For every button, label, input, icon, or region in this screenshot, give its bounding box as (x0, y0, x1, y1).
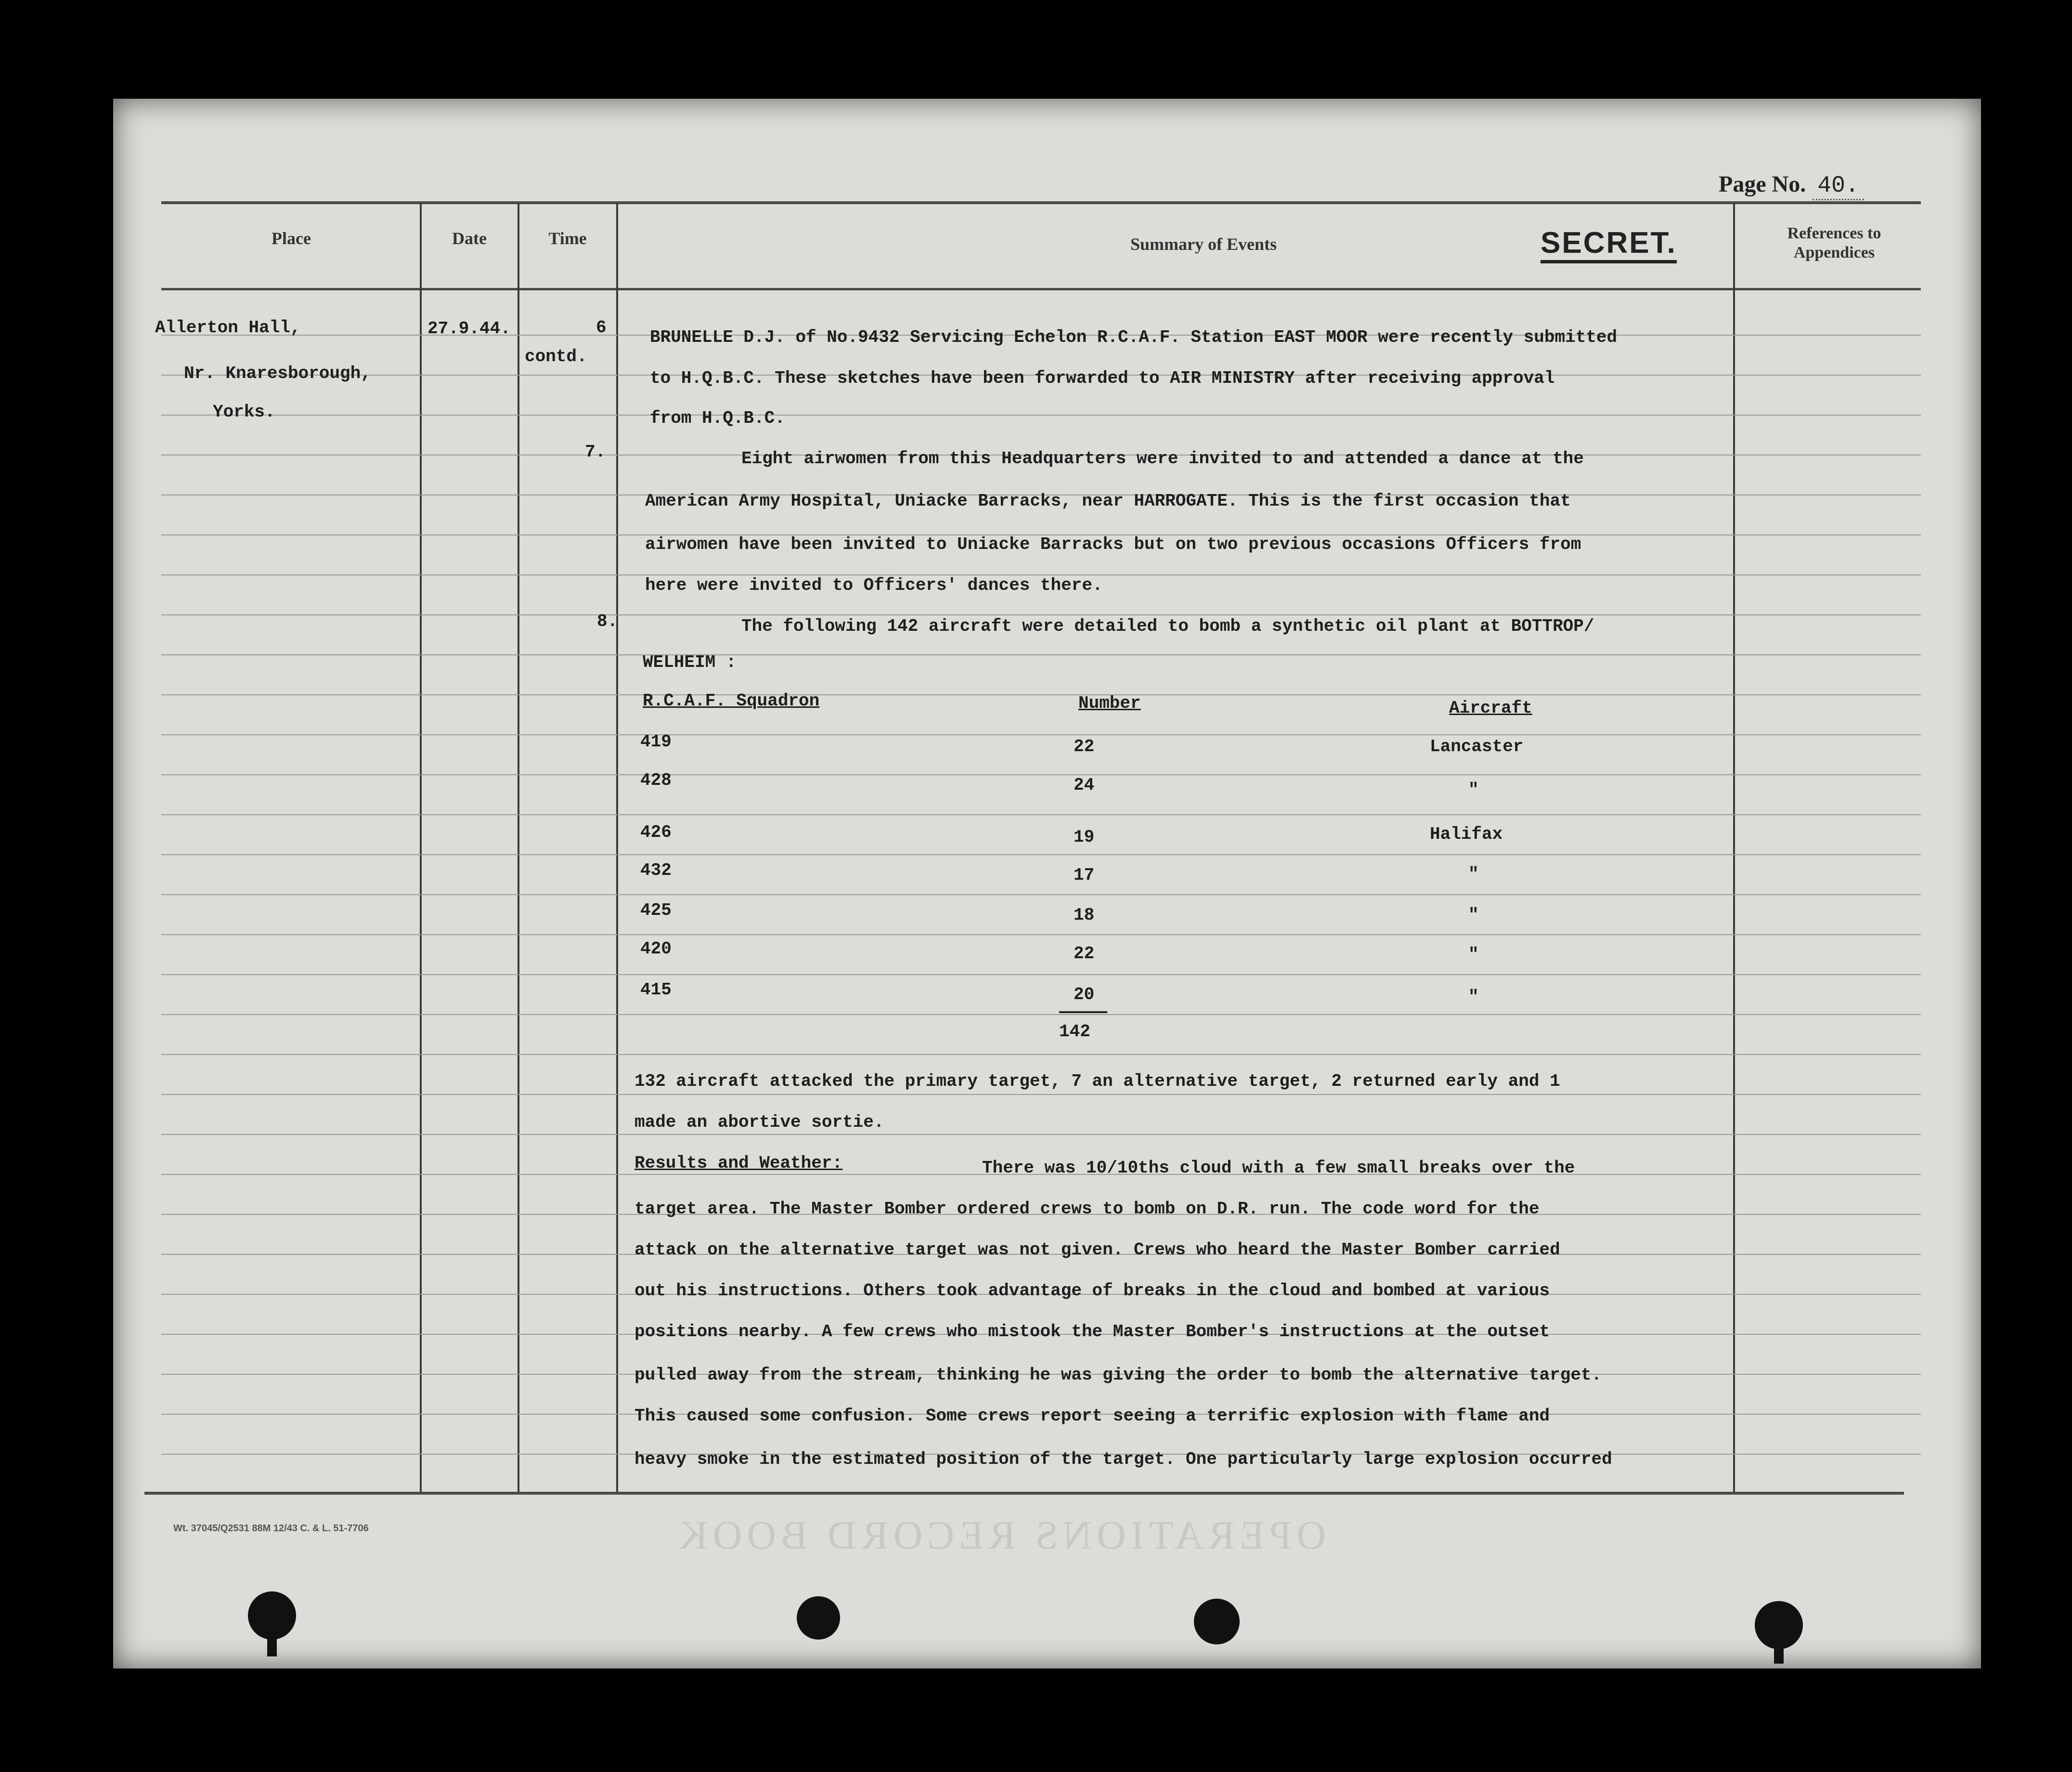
table-cell-aircraft: " (1468, 864, 1479, 884)
ruled-line (161, 814, 1921, 815)
time-item-6: 6 (596, 318, 607, 338)
ruled-line (161, 1054, 1921, 1055)
results-line: This caused some confusion. Some crews report seeing a terrific explosion with flame and (635, 1406, 1550, 1426)
item6-line-2: to H.Q.B.C. These sketches have been forwarded to AIR MINISTRY after receiving approval (650, 368, 1555, 388)
table-cell-squadron: 419 (640, 732, 672, 752)
total-rule (1059, 1011, 1107, 1013)
ruled-line (161, 1094, 1921, 1095)
table-cell-squadron: 426 (640, 822, 672, 842)
ruled-line (161, 1134, 1921, 1135)
header-date: Date (452, 229, 487, 248)
table-cell-aircraft: " (1468, 987, 1479, 1007)
attack-line-2: made an abortive sortie. (635, 1112, 884, 1132)
table-cell-aircraft: Halifax (1430, 824, 1503, 844)
place-line-3: Yorks. (213, 402, 275, 422)
time-item-7: 7. (585, 442, 606, 462)
ruled-line (161, 934, 1921, 935)
table-cell-squadron: 415 (640, 980, 672, 1000)
table-cell-aircraft: Lancaster (1430, 737, 1524, 756)
results-line: heavy smoke in the estimated position of the target. One particularly large explosion occurred (635, 1449, 1612, 1469)
results-line: out his instructions. Others took advantage of breaks in the cloud and bombed at various (635, 1281, 1550, 1301)
page-label: Page No. (1719, 171, 1806, 197)
table-cell-number: 17 (1074, 865, 1095, 885)
header-time: Time (548, 229, 587, 248)
page-number-value: 40. (1813, 173, 1864, 200)
secret-stamp: SECRET. (1541, 226, 1677, 263)
table-cell-number: 24 (1074, 775, 1095, 795)
table-cell-squadron: 432 (640, 860, 672, 880)
table-total: 142 (1059, 1022, 1090, 1042)
time-item-8: 8. (597, 612, 618, 631)
results-line: positions nearby. A few crews who mistook the Master Bomber's instructions at the outset (635, 1322, 1550, 1342)
table-cell-number: 20 (1074, 985, 1095, 1004)
ruled-line (161, 415, 1921, 416)
table-cell-number: 19 (1074, 827, 1095, 847)
header-place: Place (272, 229, 311, 248)
item6-line-1: BRUNELLE D.J. of No.9432 Servicing Echelon R.C.A.F. Station EAST MOOR were recently submitted (650, 327, 1618, 347)
ruled-line (161, 894, 1921, 895)
header-references: References to Appendices (1787, 224, 1881, 261)
printer-imprint: Wt. 37045/Q2531 88M 12/43 C. & L. 51-7706 (173, 1523, 369, 1534)
binder-hole-middle (797, 1596, 840, 1640)
item7-line-2: American Army Hospital, Uniacke Barracks, near HARROGATE. This is the first occasion that (645, 491, 1571, 511)
ruled-line (161, 854, 1921, 855)
item8-line-1: The following 142 aircraft were detailed to bomb a synthetic oil plant at BOTTROP/ (741, 616, 1594, 636)
results-line: target area. The Master Bomber ordered crews to bomb on D.R. run. The code word for the (635, 1199, 1540, 1219)
item7-line-3: airwomen have been invited to Uniacke Barracks but on two previous occasions Officers from (645, 534, 1581, 554)
table-header-squadron: R.C.A.F. Squadron (643, 691, 820, 711)
top-rule (161, 201, 1921, 204)
table-cell-squadron: 420 (640, 939, 672, 959)
page-number (1719, 171, 1864, 199)
ruled-line (161, 694, 1921, 695)
ruled-line (161, 974, 1921, 975)
item8-line-2: WELHEIM : (643, 652, 737, 672)
table-cell-number: 22 (1074, 944, 1095, 964)
binder-hole-left-tab (267, 1628, 277, 1656)
table-header-number: Number (1078, 693, 1141, 713)
table-cell-number: 22 (1074, 737, 1095, 756)
binder-hole-right-tab (1774, 1635, 1784, 1664)
item7-line-4: here were invited to Officers' dances there. (645, 575, 1103, 595)
ruled-line (161, 734, 1921, 735)
table-cell-number: 18 (1074, 905, 1095, 925)
results-heading: Results and Weather: (635, 1153, 843, 1173)
table-cell-aircraft: " (1468, 905, 1479, 925)
ruled-line (161, 614, 1921, 615)
ruled-line (161, 654, 1921, 655)
place-line-1: Allerton Hall, (155, 318, 301, 338)
binder-hole-right-middle (1194, 1599, 1240, 1644)
results-line: attack on the alternative target was not given. Crews who heard the Master Bomber carried (635, 1240, 1560, 1260)
ruled-line (161, 1014, 1921, 1015)
bleed-through-title: OPERATIONS RECORD BOOK (674, 1513, 1326, 1558)
header-summary: Summary of Events (1130, 235, 1277, 254)
ruled-lines (161, 289, 1921, 1493)
time-contd: contd. (525, 347, 587, 366)
entry-date: 27.9.44. (427, 319, 511, 339)
item6-line-3: from H.Q.B.C. (650, 408, 785, 428)
item7-line-1: Eight airwomen from this Headquarters were invited to and attended a dance at the (741, 449, 1584, 469)
place-line-2: Nr. Knaresborough, (184, 364, 371, 383)
table-header-aircraft: Aircraft (1449, 698, 1532, 718)
results-first-line: There was 10/10ths cloud with a few small breaks over the (982, 1158, 1575, 1178)
ruled-line (161, 774, 1921, 775)
table-cell-squadron: 428 (640, 770, 672, 790)
table-cell-aircraft: " (1468, 945, 1479, 964)
table-cell-squadron: 425 (640, 900, 672, 920)
table-cell-aircraft: " (1468, 780, 1479, 800)
results-line: pulled away from the stream, thinking he was giving the order to bomb the alternative target. (635, 1365, 1602, 1385)
attack-line-1: 132 aircraft attacked the primary target, 7 an alternative target, 2 returned early and 1 (635, 1071, 1560, 1091)
